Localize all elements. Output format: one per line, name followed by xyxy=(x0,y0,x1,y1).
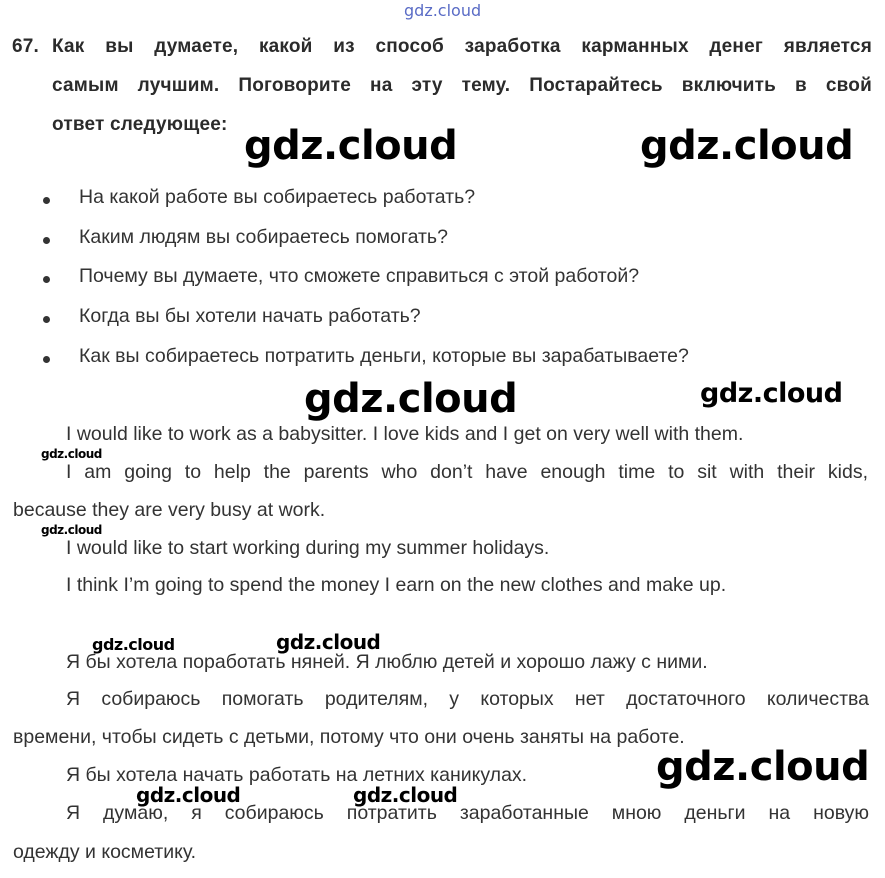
english-paragraph-2-line-1: I am going to help the parents who don’t have enough time to sit with their kids, xyxy=(66,461,868,483)
task-line-2: самым лучшим. Поговорите на эту тему. Постарайтесь включить в свой xyxy=(52,75,872,96)
russian-paragraph-4-line-1: Я думаю, я собираюсь потратить заработанные мною деньги на новую xyxy=(66,802,869,824)
list-item-text: Когда вы бы хотели начать работать? xyxy=(79,305,421,327)
bullet-icon xyxy=(43,316,50,323)
english-paragraph-1: I would like to work as a babysitter. I love kids and I get on very well with them. xyxy=(66,423,744,445)
watermark: gdz.cloud xyxy=(41,523,102,537)
list-item-text: Как вы собираетесь потратить деньги, которые вы зарабатываете? xyxy=(79,345,689,367)
watermark: gdz.cloud xyxy=(304,376,518,422)
list-item-text: Почему вы думаете, что сможете справиться с этой работой? xyxy=(79,265,640,287)
watermark: gdz.cloud xyxy=(656,744,870,790)
header-watermark: gdz.cloud xyxy=(404,1,482,20)
watermark: gdz.cloud xyxy=(640,123,854,169)
bullet-icon xyxy=(43,276,50,283)
list-item-text: На какой работе вы собираетесь работать? xyxy=(79,186,476,208)
english-paragraph-3: I would like to start working during my summer holidays. xyxy=(66,537,550,559)
watermark: gdz.cloud xyxy=(92,635,175,654)
watermark: gdz.cloud xyxy=(41,447,102,461)
english-paragraph-4: I think I’m going to spend the money I earn on the new clothes and make up. xyxy=(66,574,727,596)
bullet-icon xyxy=(43,237,50,244)
watermark: gdz.cloud xyxy=(700,378,843,409)
russian-paragraph-2-line-1: Я собираюсь помогать родителям, у которых нет достаточного количества xyxy=(66,688,869,710)
russian-paragraph-3: Я бы хотела начать работать на летних каникулах. xyxy=(66,764,528,786)
russian-paragraph-1: Я бы хотела поработать няней. Я люблю детей и хорошо лажу с ними. xyxy=(66,651,708,673)
russian-paragraph-4-line-2: одежду и косметику. xyxy=(13,841,197,863)
task-line-1: Как вы думаете, какой из способ заработка карманных денег является xyxy=(52,36,872,57)
watermark: gdz.cloud xyxy=(136,783,241,807)
watermark: gdz.cloud xyxy=(244,123,458,169)
list-item-text: Каким людям вы собираетесь помогать? xyxy=(79,226,448,248)
bullet-icon xyxy=(43,197,50,204)
english-paragraph-2-line-2: because they are very busy at work. xyxy=(13,499,326,521)
task-line-3: ответ следующее: xyxy=(52,114,228,135)
task-number: 67. xyxy=(12,36,40,57)
bullet-icon xyxy=(43,356,50,363)
russian-paragraph-2-line-2: времени, чтобы сидеть с детьми, потому что они очень заняты на работе. xyxy=(13,726,685,748)
watermark: gdz.cloud xyxy=(276,630,381,654)
watermark: gdz.cloud xyxy=(353,783,458,807)
